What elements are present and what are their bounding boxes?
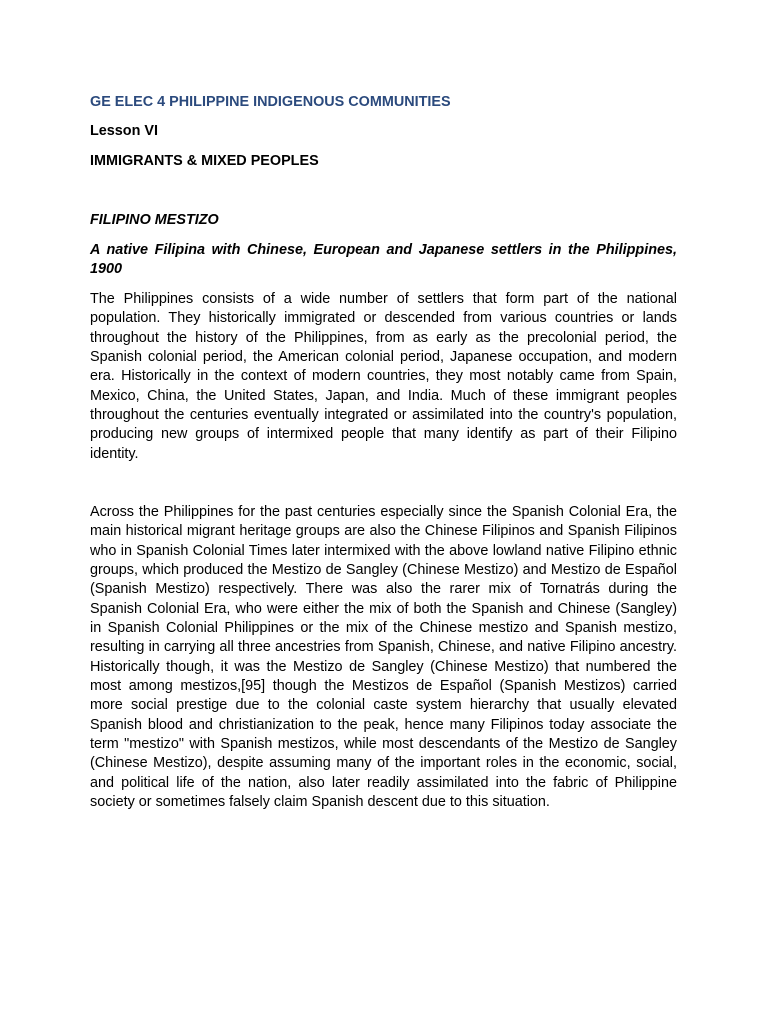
course-title: GE ELEC 4 PHILIPPINE INDIGENOUS COMMUNITIES [90, 94, 451, 110]
body-paragraph: The Philippines consists of a wide number of settlers that form part of the national population. They historically immigrated or descended from various countries or lands throughout the history of the Philippines, from as early as the precolonial period, the Spanish colonial period, the American colonial period, Japanese occupation, and modern era. Historically in the context of modern countries, they most notably came from Spain, Mexico, China, the United States, Japan, and India. Much of these immigrant peoples throughout the centuries eventually integrated or assimilated into the country's population, producing new groups of intermixed people that many identify as part of their Filipino identity. [90, 291, 677, 462]
lesson-title: IMMIGRANTS & MIXED PEOPLES [90, 153, 319, 169]
section-heading: FILIPINO MESTIZO [90, 212, 219, 228]
image-caption: A native Filipina with Chinese, European and Japanese settlers in the Philippines, 1900 [90, 242, 677, 277]
lesson-label: Lesson VI [90, 123, 158, 139]
body-paragraph: Across the Philippines for the past centuries especially since the Spanish Colonial Era, the main historical migrant heritage groups are also the Chinese Filipinos and Spanish Filipinos who in Spanish Colonial Times later intermixed with the above lowland native Filipino ethnic groups, which produced the Mestizo de Sangley (Chinese Mestizo) and Mestizo de Español (Spanish Mestizo) respectively. There was also the rarer mix of Tornatrás during the Spanish Colonial Era, who were either the mix of both the Spanish and Chinese (Sangley) in Spanish Colonial Philippines or the mix of the Chinese mestizo and Spanish mestizo, resulting in carrying all three ancestries from Spanish, Chinese, and native Filipino ancestry. Historically though, it was the Mestizo de Sangley (Chinese Mestizo) that numbered the most among mestizos,[95] though the Mestizos de Español (Spanish Mestizos) carried more social prestige due to the colonial caste system hierarchy that usually elevated Spanish blood and christianization to the peak, hence many Filipinos today associate the term "mestizo" with Spanish mestizos, while most descendants of the Mestizo de Sangley (Chinese Mestizo), despite assuming many of the important roles in the economic, social, and political life of the nation, also later readily assimilated into the fabric of Philippine society or sometimes falsely claim Spanish descent due to this situation. [90, 504, 677, 811]
